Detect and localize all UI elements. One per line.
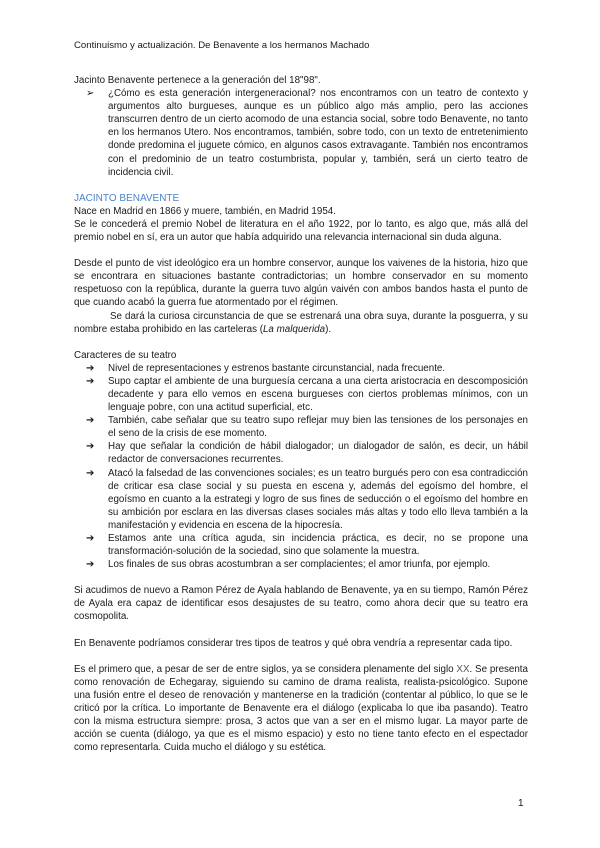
- nobel-paragraph: Se le concederá el premio Nobel de literatura en el año 1922, por lo tanto, es algo que, más allá del premio nobel en sí, era un autor que había adquirido una relevancia internacional sin duda alguna.: [74, 218, 528, 244]
- document-body: [74, 74, 528, 754]
- first-type-text-a: Es el primero que, a pesar de ser de entre siglos, ya se considera plenamente del siglo: [74, 663, 457, 675]
- arrow-bullet-icon: ➔: [86, 467, 95, 479]
- characteristics-list: [74, 362, 528, 572]
- page-number: 1: [518, 798, 524, 809]
- work-title: La malquerida: [262, 323, 326, 335]
- arrow-bullet-icon: ➔: [86, 415, 95, 427]
- first-type-paragraph: [74, 663, 528, 755]
- ayala-paragraph: Si acudimos de nuevo a Ramon Pérez de Ayala hablando de Benavente, ya en su tiempo, Ramón Pérez de Ayala era capaz de identificar esos desajustes de su teatro, como ahora decir que su teatro era cosmopolita.: [74, 585, 528, 623]
- posguerra-paragraph: [74, 310, 528, 336]
- century-label: XX: [456, 663, 470, 675]
- list-item: ➔ Los finales de sus obras acostumbran a ser complacientes; el amor triunfa, por ejemplo.: [86, 559, 491, 571]
- list-item: ➔ Nivel de representaciones y estrenos bastante circunstancial, nada frecuente.: [86, 362, 446, 374]
- characteristics-title: Caracteres de su teatro: [74, 349, 177, 361]
- list-item: ➔ Supo captar el ambiente de una burguesía cercana a una cierta aristocracia en descomposición decadente y para ello vemos en escena burgueses con ciertos problemas mínimos, con un lenguaje pobre, con una actitud superficial, etc.: [86, 375, 528, 414]
- ideology-paragraph: Desde el punto de vist ideológico era un hombre conservor, aunque los vaivenes de la historia, hizo que se encontrara en situaciones bastante contradictorias; un hombre conservador en su momento respetuoso con la república, durante la guerra tuvo algún vaivén con ambos bandos hasta el punto de que cuando acabó la guerra fue atormentado por el régimen.: [74, 258, 528, 309]
- intro-line: Jacinto Benavente pertenece a la generación del 18"98".: [74, 75, 321, 86]
- arrow-bullet-icon: ➔: [86, 559, 95, 571]
- page-header: Continuismo y actualización. De Benavente a los hermanos Machado: [74, 40, 370, 51]
- arrow-bullet-icon: ➔: [86, 375, 95, 387]
- arrowhead-bullet-icon: ➢: [86, 88, 95, 100]
- arrow-bullet-icon: ➔: [86, 362, 95, 374]
- birth-line: Nace en Madrid en 1866 y muere, también, en Madrid 1954.: [74, 205, 336, 217]
- intro-bullet: [74, 87, 528, 179]
- section-heading: JACINTO BENAVENTE: [74, 192, 180, 204]
- arrow-bullet-icon: ➔: [86, 441, 95, 453]
- arrow-bullet-icon: ➔: [86, 533, 95, 544]
- posguerra-text-b: ).: [325, 323, 332, 335]
- posguerra-text-a: Se dará la curiosa circunstancia de que se estrenará una obra suya, durante la posguerra, y su nombre estaba prohibido en las carteleras (: [74, 310, 528, 335]
- intro-bullet-text: ¿Cómo es esta generación intergeneracional? nos encontramos con un teatro de contexto y argumentos alto burgueses, aunque es un público algo más amplio, pero las acciones transcurren dentro de un cierto acomodo de una estancia social, sobre todo Benavente, no tanto en los hermanos Utero. Nos encontramos, también, sobre todo, con un texto de entretenimiento donde predomina el juguete cómico, en algunos casos extravagante. También nos encontramos con el predominio de un teatro costumbrista, popular y, también, será un cierto teatro de incidencia civil.: [108, 88, 528, 178]
- list-item: ➔ Hay que señalar la condición de hábil dialogador; un dialogador de salón, es decir, un hábil redactor de conversaciones recurrentes.: [86, 441, 528, 466]
- theatre-types-paragraph: En Benavente podríamos considerar tres tipos de teatros y qué obra vendría a representar cada tipo.: [74, 637, 513, 649]
- list-item: ➔ Atacó la falsedad de las convenciones sociales; es un teatro burgués pero con esa contradicción de criticar esa clase social y su puesta en escena y, además del egoísmo del hombre, el egoísmo en cuanto a la estrategi y logro de sus fines de seducción o el egoísmo del hombre en su ambición por esclara en las diversas clases sociales más altas y todo ello lleva también a la manifestación y evidencia en escena de la hipocresía.: [86, 467, 528, 531]
- list-item: ➔ Estamos ante una crítica aguda, sin incidencia práctica, es decir, no se propone una transformación-solución de la sociedad, sino que solamente la muestra.: [86, 533, 528, 558]
- intro-bullet-list: [74, 87, 528, 179]
- list-item: ➔ También, cabe señalar que su teatro supo reflejar muy bien las tensiones de los personajes en el seno de la crisis de ese momento.: [86, 415, 528, 440]
- first-type-text-b: . Se presenta como renovación de Echegaray, siguiendo su camino de drama realista, realista-psicológico. Supone una fusión entre el deseo de renovación y mantenerse en la tradición (contentar al público, lo que se le criticó por la crítica. Lo importante de Benavente era el diálogo (explicaba lo que iba pasando). Teatro con la misma estructura siempre: prosa, 3 actos que van a ser en el mismo lugar. La mayor parte de acción se cuenta (diálogo, ya que es el mismo espacio) y esto no tiene tanto efecto en el espectador como representarla. Cuida mucho el diálogo y su estética.: [74, 663, 528, 754]
